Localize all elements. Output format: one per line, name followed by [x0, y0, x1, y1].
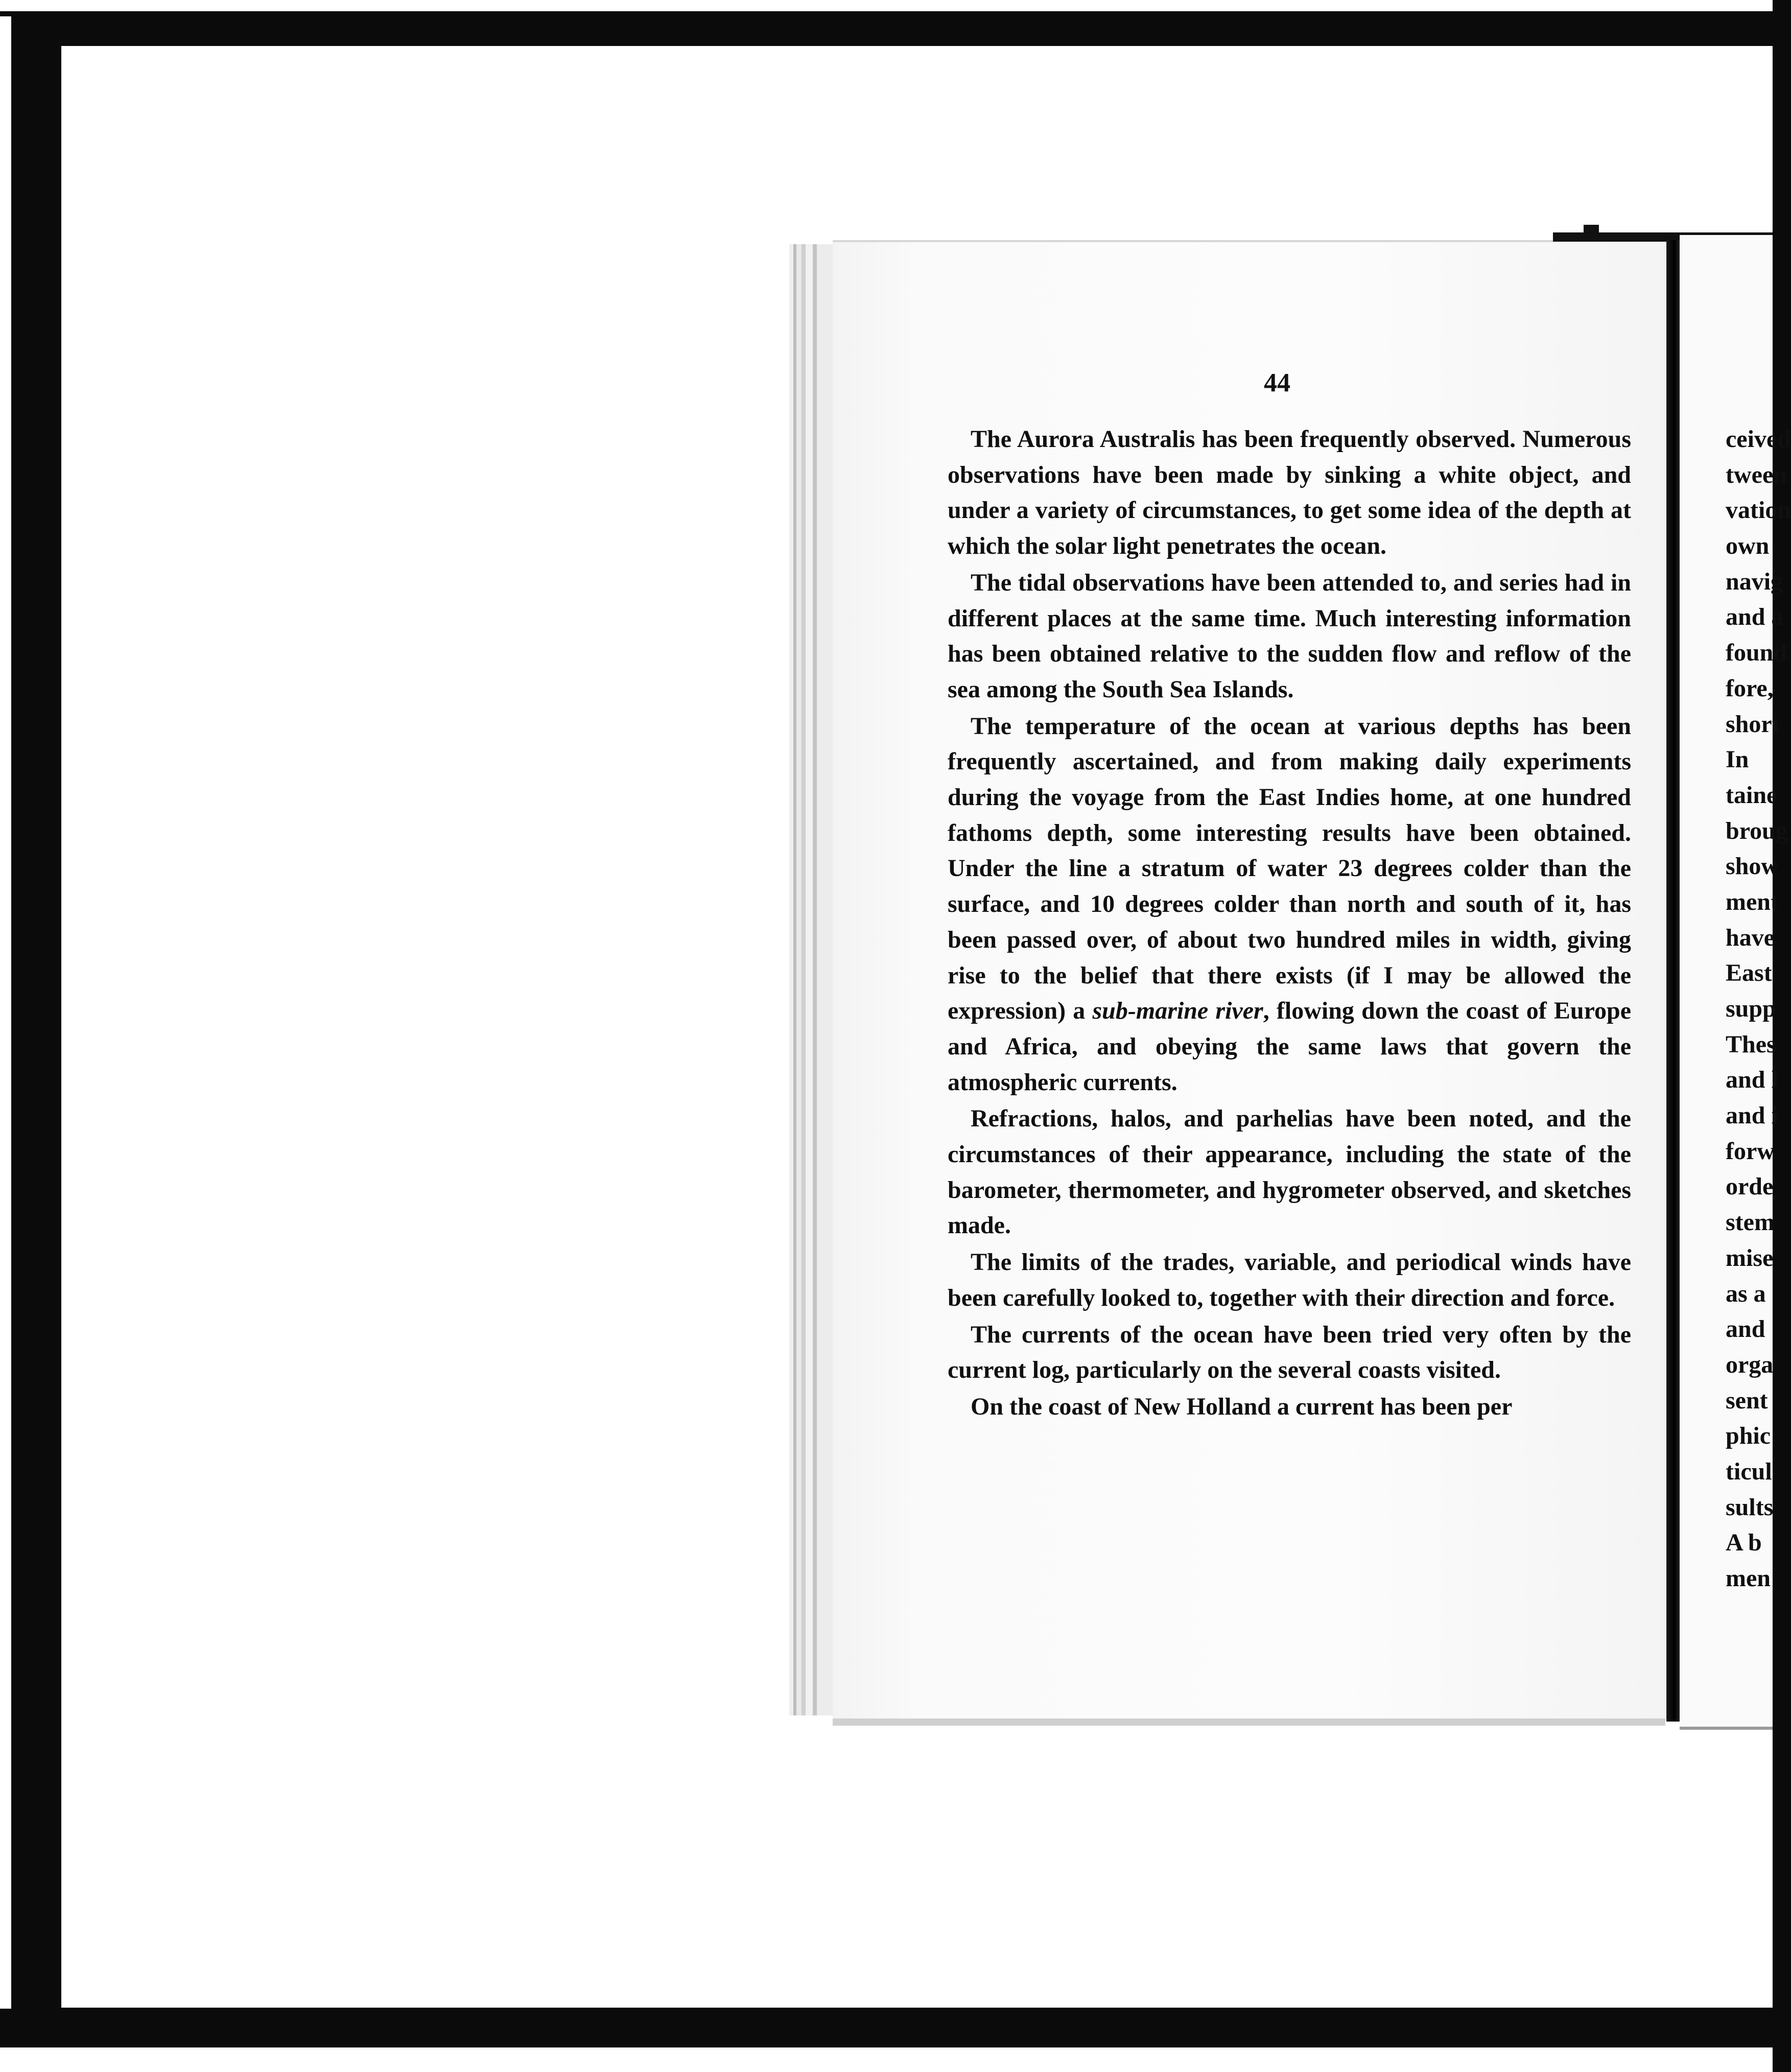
- facing-page-line: and l: [1726, 1066, 1778, 1094]
- facing-page-line: have: [1726, 924, 1775, 951]
- paragraph-new-holland: On the coast of New Holland a current has been per: [971, 1393, 1513, 1420]
- facing-page-line: sults: [1726, 1493, 1774, 1521]
- scan-frame-bottom: [0, 2047, 1773, 2072]
- facing-page-line: In: [1726, 746, 1749, 773]
- facing-page-line: Thes: [1726, 1030, 1776, 1058]
- facing-page-line: stem: [1726, 1209, 1775, 1236]
- facing-page-line: East: [1726, 959, 1772, 987]
- italic-sub-marine-river: sub-marine river: [1092, 997, 1263, 1025]
- facing-page-line: fore,: [1726, 674, 1774, 702]
- paragraph-aurora: The Aurora Australis has been frequently observed. Numerous observations have been made by sinking a white object, and under a variety of circumstances, to get some idea of the depth at which the solar light penetrates the ocean.: [948, 426, 1631, 560]
- scan-frame-top: [0, 0, 1773, 11]
- facing-page-text: [1726, 421, 1791, 1596]
- facing-page-line: ment: [1726, 888, 1779, 915]
- facing-page-line: vation: [1726, 497, 1791, 524]
- facing-page-line: ceived: [1726, 426, 1791, 453]
- facing-page-line: taine: [1726, 781, 1778, 809]
- facing-page-line: own: [1726, 532, 1770, 560]
- page-text: [948, 421, 1631, 1426]
- facing-page-line: show: [1726, 853, 1779, 880]
- facing-page-line: ticul: [1726, 1457, 1772, 1485]
- paragraph-winds: The limits of the trades, variable, and periodical winds have been carefully looked to, together with their direction and force.: [948, 1249, 1631, 1311]
- book-page-edges: [789, 244, 835, 1715]
- paragraph-currents: The currents of the ocean have been tried very often by the current log, particularly on the several coasts visited.: [948, 1321, 1631, 1384]
- paragraph-refractions: Refractions, halos, and parhelias have been noted, and the circumstances of their appearance, including the state of the barometer, thermometer, and hygrometer observed, and sketches made.: [948, 1105, 1631, 1239]
- facing-page-line: and i: [1726, 1102, 1778, 1129]
- facing-page-line: broug: [1726, 817, 1788, 844]
- facing-page-line: as a: [1726, 1280, 1766, 1307]
- scan-frame-left: [0, 16, 11, 2009]
- facing-page-line: phic: [1726, 1422, 1771, 1450]
- facing-page-line: orde: [1726, 1173, 1774, 1200]
- facing-page-line: tween: [1726, 461, 1787, 488]
- facing-page-line: A b: [1726, 1529, 1762, 1557]
- paragraph-temperature-text-end: , flowing down the coast of Europe and Africa, and obeying the same laws that govern the atmospheric currents.: [948, 997, 1632, 1096]
- facing-page-line: men: [1726, 1565, 1771, 1592]
- scan-frame-bar: [0, 11, 1773, 16]
- paragraph-temperature: [948, 709, 1631, 1100]
- facing-page-line: sent: [1726, 1386, 1768, 1414]
- facing-page-line: found: [1726, 639, 1787, 667]
- facing-page-line: and a: [1726, 603, 1784, 631]
- page-number: 44: [1264, 368, 1290, 397]
- facing-page-line: navig: [1726, 568, 1783, 595]
- facing-page-line: mise: [1726, 1244, 1774, 1272]
- facing-page-line: short: [1726, 710, 1780, 738]
- paragraph-tidal: The tidal observations have been attended to, and series had in different places at the same time. Much interesting information has been obtained relative to the sudden flow and reflow of the sea among the South Sea Islands.: [948, 569, 1631, 703]
- facing-page-line: orga: [1726, 1351, 1774, 1378]
- book-gutter: [1666, 240, 1680, 1722]
- facing-page-line: forw: [1726, 1137, 1775, 1165]
- facing-page-line: and: [1726, 1315, 1765, 1343]
- paragraph-temperature-text: The temperature of the ocean at various depths has been frequently ascertained, and from making daily experiments during the voyage from the East Indies home, at one hundred fathoms depth, some interesting results have been obtained. Under the line a stratum of water 23 degrees colder than the surface, and 10 degrees colder than north and south of it, has been passed over, of about two hundred miles in width, giving rise to the belief that there exists (if I may be allowed the expression) a: [948, 712, 1631, 1025]
- facing-page-line: supp: [1726, 995, 1776, 1022]
